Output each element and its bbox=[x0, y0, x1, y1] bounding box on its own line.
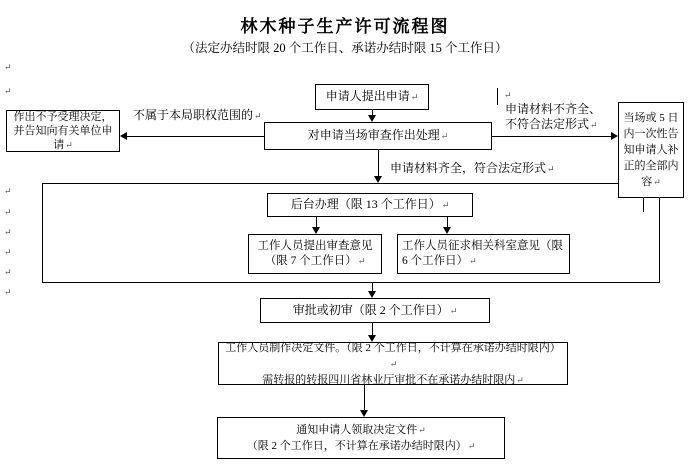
return-mark-icon: ↵ bbox=[653, 177, 661, 187]
node-supplement bbox=[618, 102, 684, 198]
return-mark-icon: ↵ bbox=[469, 256, 477, 266]
node-staff-review bbox=[248, 234, 382, 274]
arrowhead-apply-onsite bbox=[368, 115, 376, 122]
node-reject-label: 作出不予受理决定，并告知向有关单位申请 bbox=[13, 110, 113, 152]
page-title: 林木种子生产许可流程图 bbox=[240, 17, 450, 36]
connector-onsite-supplement bbox=[492, 136, 611, 137]
paragraph-return-icon: ↵ bbox=[4, 186, 12, 196]
return-mark-icon: ↵ bbox=[516, 374, 524, 385]
paragraph-return-icon: ↵ bbox=[4, 227, 12, 237]
arrowhead-backend-consult bbox=[443, 227, 451, 234]
arrowhead-onsite-backend bbox=[374, 176, 382, 183]
return-mark-icon: ↵ bbox=[65, 140, 73, 151]
node-apply bbox=[315, 84, 429, 110]
arrowhead-decision-notify bbox=[360, 410, 368, 417]
node-consult-label: 工作人员征求相关科室意见（限 6 个工作日） bbox=[402, 240, 563, 267]
connector-onsite-reject bbox=[127, 136, 264, 137]
node-backend-label: 后台办理（限 13 个工作日） bbox=[290, 197, 441, 212]
return-mark-icon: ↵ bbox=[449, 305, 458, 316]
return-mark-icon: ↵ bbox=[357, 256, 366, 266]
connector-onsite-backend bbox=[378, 150, 379, 177]
edge-label-out-of-scope: 不属于本局职权范围的↵ bbox=[133, 108, 262, 122]
return-mark-icon: ↵ bbox=[590, 120, 598, 130]
node-decision-line2: 需转报的转报四川省林业厅审批不在承诺办结时限内 bbox=[262, 373, 516, 386]
node-notify-line2: （限 2 个工作日，不计算在承诺办结时限内） bbox=[246, 440, 467, 452]
return-mark-icon: ↵ bbox=[547, 164, 555, 174]
return-mark-icon: ↵ bbox=[467, 441, 476, 451]
edge-label-incomplete-line2: 不符合法定形式↵ bbox=[505, 117, 598, 131]
caret-mark bbox=[497, 88, 498, 105]
arrowhead-onsite-supplement bbox=[611, 132, 618, 140]
node-notify-line1: 通知申请人领取决定文件 bbox=[296, 424, 418, 436]
edge-label-complete: 申请材料齐全，符合法定形式↵ bbox=[390, 161, 555, 175]
return-mark-icon: ↵ bbox=[410, 92, 419, 103]
edge-label-incomplete bbox=[505, 102, 601, 133]
node-backend bbox=[267, 193, 473, 217]
node-decision bbox=[218, 342, 568, 385]
arrowhead-backend-staff-review bbox=[312, 227, 320, 234]
return-mark-icon: ↵ bbox=[441, 200, 450, 211]
node-supplement-label: 当场或 5 日内一次性告知申请人补正的全部内容 bbox=[623, 112, 679, 188]
arrowhead-container-approve bbox=[368, 291, 376, 298]
paragraph-return-icon: ↵ bbox=[504, 90, 512, 100]
return-mark-icon: ↵ bbox=[389, 358, 398, 369]
node-approve-label: 审批或初审（限 2 个工作日） bbox=[292, 302, 449, 317]
paragraph-return-icon: ↵ bbox=[4, 207, 12, 217]
node-decision-line1: 工作人员制作决定文件。（限 2 个工作日，不计算在承诺办结时限内） bbox=[225, 341, 561, 354]
page-subtitle: （法定办结时限 20 个工作日、承诺办结时限 15 个工作日） bbox=[182, 41, 508, 55]
node-notify bbox=[217, 417, 505, 459]
node-onsite-review bbox=[264, 122, 492, 150]
node-reject bbox=[6, 110, 120, 152]
edge-label-incomplete-line1: 申请材料不齐全、 bbox=[505, 102, 602, 116]
paragraph-return-icon: ↵ bbox=[4, 267, 12, 277]
node-apply-label: 申请人提出申请 bbox=[325, 89, 410, 104]
connector-decision-notify bbox=[364, 385, 365, 411]
node-onsite-review-label: 对申请当场审查作出处理 bbox=[307, 128, 440, 143]
arrowhead-onsite-reject bbox=[120, 132, 127, 140]
paragraph-return-icon: ↵ bbox=[4, 86, 12, 96]
return-mark-icon: ↵ bbox=[418, 425, 426, 435]
node-consult bbox=[397, 234, 570, 274]
paragraph-return-icon: ↵ bbox=[4, 247, 12, 257]
node-staff-review-label: 工作人员提出审查意见（限 7 个工作日） bbox=[257, 240, 373, 267]
return-mark-icon: ↵ bbox=[254, 111, 262, 121]
paragraph-return-icon: ↵ bbox=[4, 62, 12, 72]
return-mark-icon: ↵ bbox=[440, 131, 449, 142]
node-approve bbox=[260, 298, 490, 323]
paragraph-return-icon: ↵ bbox=[4, 287, 12, 297]
